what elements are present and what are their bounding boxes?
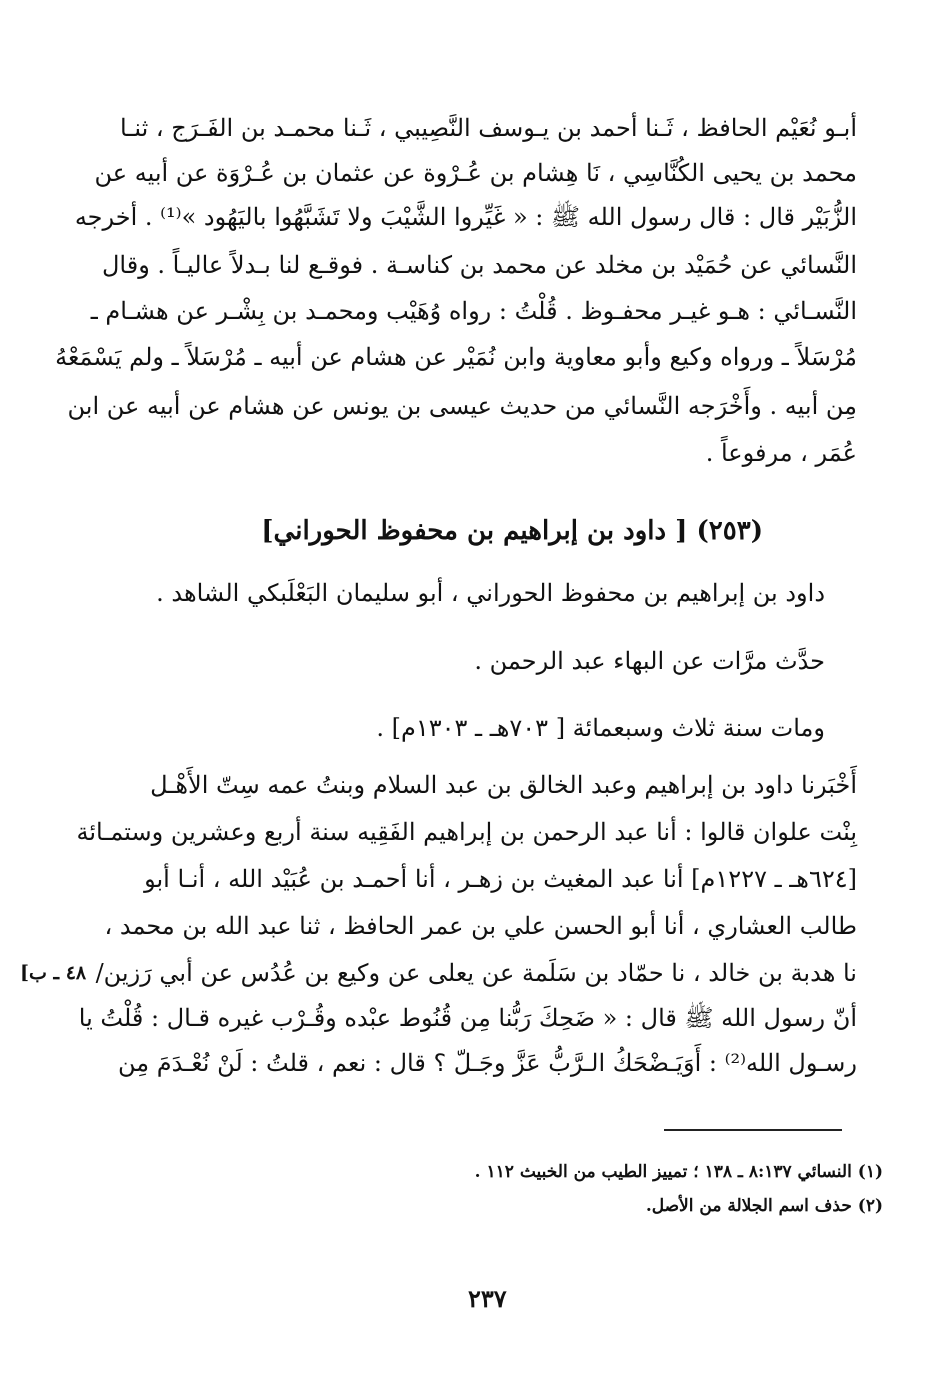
page-number: ٢٣٧ [468,1284,507,1313]
paragraph-line: طالب العشاري ، أنا أبو الحسن علي بن عمر الحافظ ، ثنا عبد الله بن محمد ، [104,912,857,940]
paragraph-line: رسـول الله⁽²⁾ : أَوَيَـضْحَكُ الـرَّبُّ عَزَّ وجَـلّ ؟ قال : نعم ، قلتُ : لَنْ نُعْـدَمَ مِن [117,1049,857,1077]
footnote: (٢) حذف اسم الجلالة من الأصل. [645,1196,883,1216]
paragraph-line: بِنْت علوان قالوا : أنا عبد الرحمن بن إبراهيم الفَقِيه سنة أربع وعشرين وستمـائة [76,818,857,846]
paragraph-line: أبـو نُعَيْم الحافظ ، ثَـنا أحمد بن يـوسف النَّصِيبي ، ثَـنا محمـد بن الفَـرَج ، ثنـا [120,114,857,142]
paragraph-line: النَّسـائي : هـو غيـر محفـوظ . قُلْتُ : رواه وُهَيْب ومحمـد بن بِشْـر عن هشـام ـ [90,297,857,325]
entry-heading: (٢٥٣) [ داود بن إبراهيم بن محفوظ الحوراني] [261,516,763,546]
paragraph-line: النَّسائي عن حُمَيْد بن مخلد عن محمد بن كناسـة . فوقـع لنا بـدلاً عاليـاً . وقال [101,251,857,279]
paragraph-line: أَخْبَرنا داود بن إبراهيم وعبد الخالق بن عبد السلام وبنتُ عمه سِتّ الأَهْـل [150,771,857,799]
paragraph-line: مُرْسَلاً ـ ورواه وكيع وأبو معاوية وابن نُمَيْر عن هشام عن أبيه ـ مُرْسَلاً ـ ولم يَسْمَعْهُ [55,343,857,371]
entry-line: داود بن إبراهيم بن محفوظ الحوراني ، أبو سليمان البَعْلَبكي الشاهد . [156,579,825,607]
paragraph-line: أنّ رسول الله ﷺ قال : « ضَحِكَ رَبُّنا مِن قُنُوط عبْده وقُـرْب غيره قـال : قُلْتُ يا [78,1004,857,1032]
manuscript-folio-note: [٤٨ ـ ب [20,962,87,984]
paragraph-line: محمد بن يحيى الكُنَّاسِي ، نَا هِشام بن عُـرْوة عن عثمان بن عُـرْوَة عن أبيه عن [94,159,857,187]
footnote: (١) النسائي ٨:١٣٧ ـ ١٣٨ ؛ تمييز الطيب من الخبيث ١١٢ . [474,1162,883,1182]
footnote-divider [664,1129,842,1131]
entry-line: ومات سنة ثلاث وسبعمائة [ ٧٠٣هـ ـ ١٣٠٣م] . [376,714,825,742]
paragraph-line: الزُّبَيْر قال : قال رسول الله ﷺ : « غَيِّروا الشَّيْبَ ولا تَشَبَّهُوا باليَهُود »⁽¹⁾ . أخرجه [74,203,857,231]
paragraph-line: مِن أبيه . وأَخْرَجه النَّسائي من حديث عيسى بن يونس عن هشام عن أبيه عن ابن [67,392,857,420]
paragraph-line: [٦٢٤هـ ـ ١٢٢٧م] أنا عبد المغيث بن زهـر ، أنا أحمـد بن عُبَيْد الله ، أنـا أبو [144,865,857,893]
entry-line: حدَّث مرَّات عن البهاء عبد الرحمن . [474,647,825,675]
paragraph-line: عُمَر ، مرفوعاً . [705,439,857,467]
paragraph-line: نا هدبة بن خالد ، نا حمّاد بن سَلَمة عن يعلى عن وكيع بن عُدُس عن أبي رَزين/ [95,959,857,987]
